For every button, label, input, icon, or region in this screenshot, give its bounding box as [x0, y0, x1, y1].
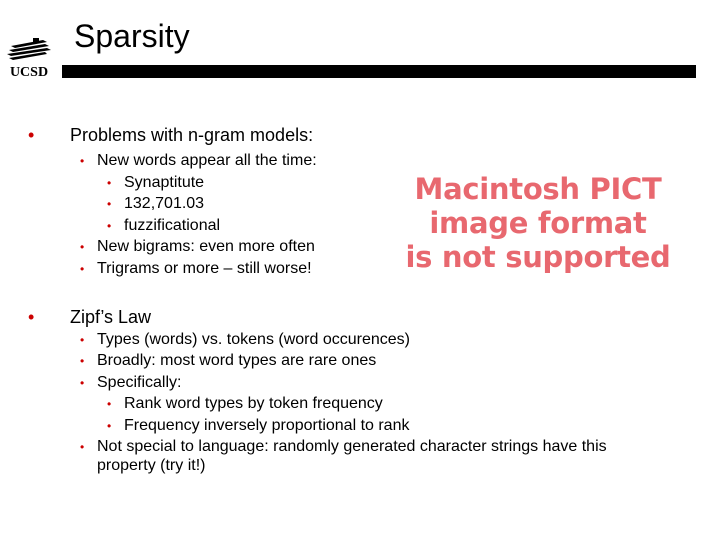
bullet-text: property (try it!) [97, 457, 206, 474]
bullet-l2 [80, 259, 312, 279]
placeholder-line: image format [429, 206, 647, 240]
svg-text:UCSD: UCSD [9, 65, 49, 80]
bullet-l2 [80, 373, 182, 393]
bullet-text: Types (words) vs. tokens (word occurences) [97, 331, 410, 348]
bullet-continuation [97, 456, 205, 476]
placeholder-line: Macintosh PICT [414, 172, 662, 206]
bullet-l3 [107, 194, 205, 214]
bullet-l2 [80, 437, 607, 457]
bullet-text: Not special to language: randomly generated character strings have this [97, 438, 607, 455]
bullet-l3 [107, 416, 410, 436]
bullet-marker: • [107, 219, 112, 233]
bullet-text: 132,701.03 [124, 195, 205, 212]
slide-title: Sparsity [74, 18, 190, 54]
bullet-text: Rank word types by token frequency [124, 395, 383, 412]
bullet-marker: • [107, 197, 112, 211]
bullet-l1 [28, 124, 314, 146]
bullet-text: fuzzificational [124, 217, 221, 234]
bullet-l2 [80, 330, 410, 350]
placeholder-line: is not supported [405, 240, 671, 274]
bullet-marker: • [80, 333, 85, 347]
title-rule [62, 65, 696, 78]
bullet-l2 [80, 151, 317, 171]
image-placeholder [388, 172, 688, 274]
bullet-marker: • [80, 440, 85, 454]
bullet-text: Zipf’s Law [70, 307, 152, 327]
bullet-l2 [80, 351, 377, 371]
bullet-l3 [107, 394, 383, 414]
bullet-marker: • [80, 240, 85, 254]
bullet-l3 [107, 173, 205, 193]
ucsd-seal-icon [3, 36, 55, 80]
bullet-marker: • [80, 354, 85, 368]
bullet-text: Frequency inversely proportional to rank [124, 417, 410, 434]
bullet-l1 [28, 306, 152, 328]
bullet-marker: • [28, 125, 35, 145]
bullet-text: Broadly: most word types are rare ones [97, 352, 377, 369]
bullet-text: New words appear all the time: [97, 152, 317, 169]
bullet-l3 [107, 216, 221, 236]
bullet-marker: • [107, 397, 112, 411]
bullet-marker: • [107, 176, 112, 190]
bullet-marker: • [80, 262, 85, 276]
bullet-text: Trigrams or more – still worse! [97, 260, 312, 277]
bullet-text: Problems with n-gram models: [70, 125, 314, 145]
bullet-marker: • [28, 307, 35, 327]
bullet-text: Synaptitute [124, 174, 205, 191]
bullet-marker: • [80, 154, 85, 168]
bullet-l2 [80, 237, 315, 257]
ucsd-logo [3, 36, 55, 80]
bullet-text: New bigrams: even more often [97, 238, 315, 255]
bullet-text: Specifically: [97, 374, 182, 391]
bullet-marker: • [80, 376, 85, 390]
bullet-marker: • [107, 419, 112, 433]
